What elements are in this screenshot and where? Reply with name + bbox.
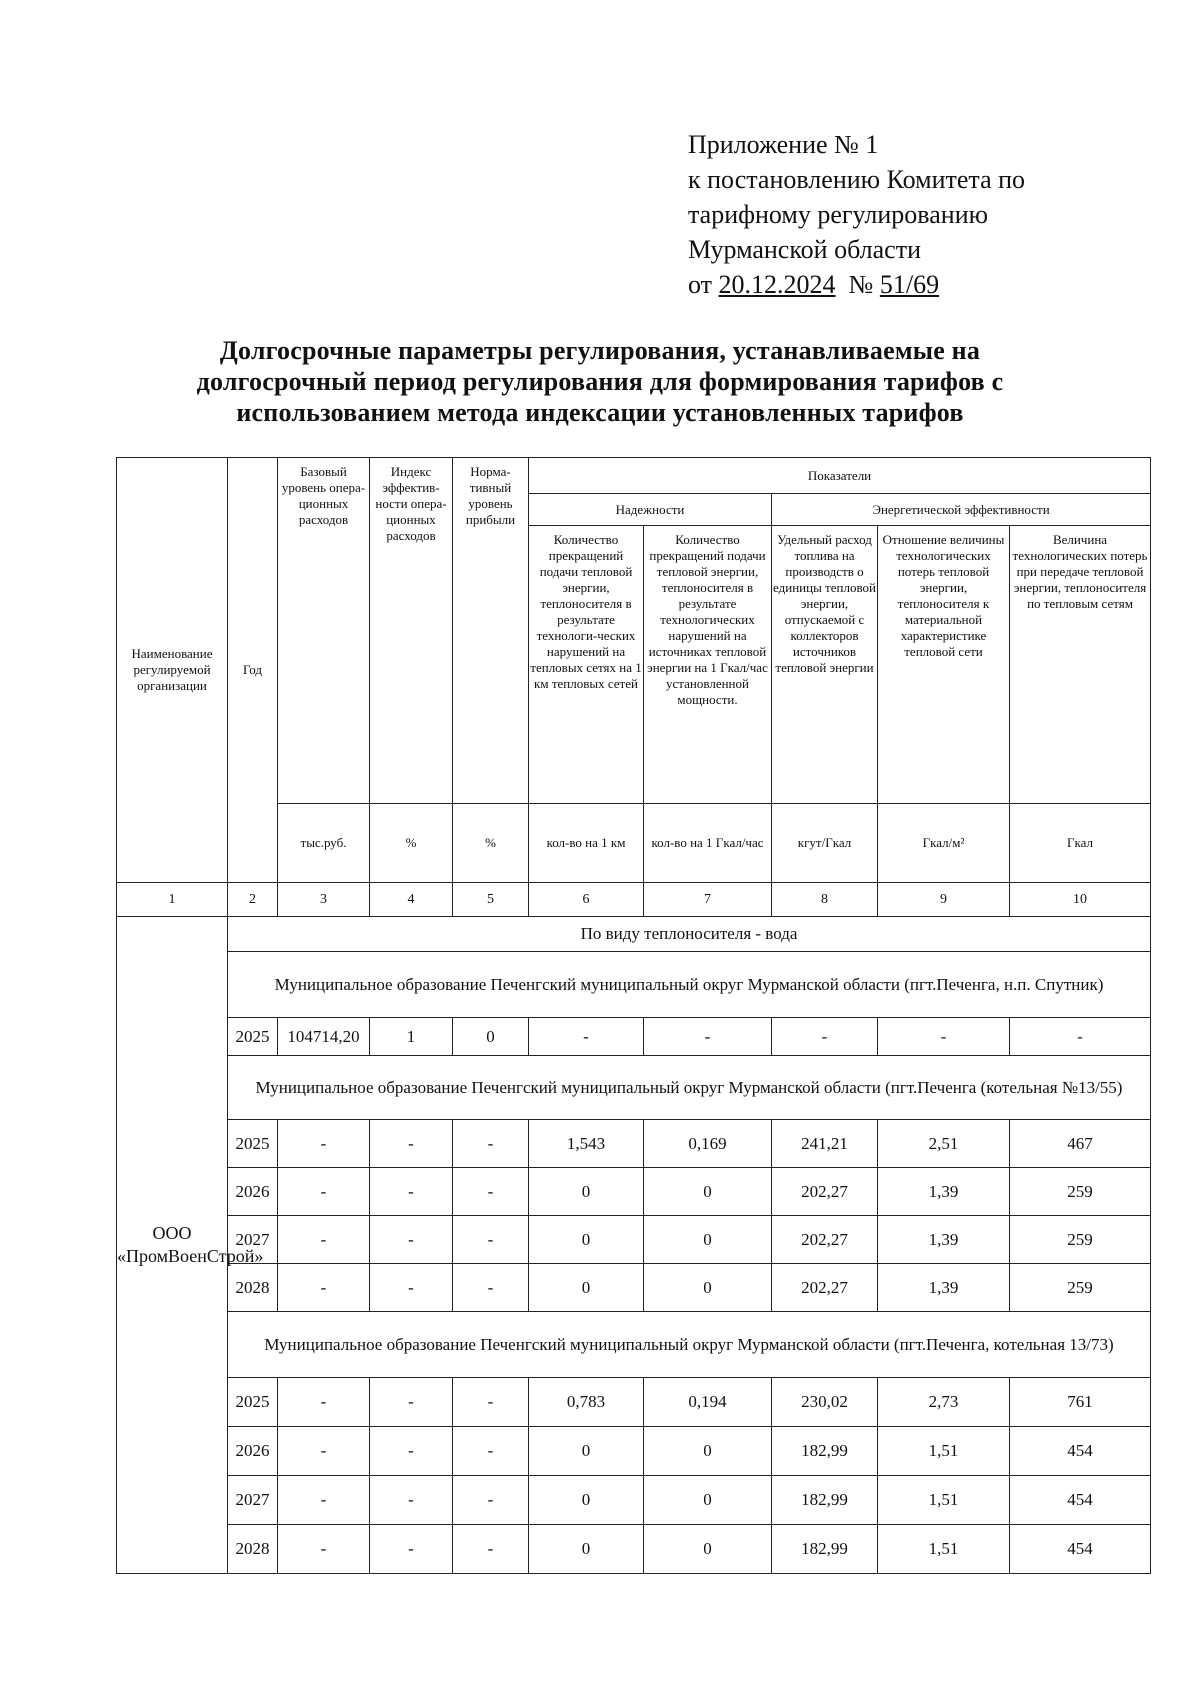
cell-efficiency-index: - (370, 1168, 453, 1216)
header-base-costs: Базовый уровень опера-ционных расходов (278, 458, 370, 804)
column-number: 1 (117, 883, 228, 917)
parameters-table (116, 457, 1151, 1574)
column-number: 8 (772, 883, 878, 917)
cell-col-8: - (772, 1018, 878, 1056)
cell-efficiency-index: - (370, 1427, 453, 1476)
cell-base-costs: - (278, 1216, 370, 1264)
cell-efficiency-index: - (370, 1264, 453, 1312)
header-indicators: Показатели (529, 458, 1151, 494)
cell-col-6: 1,543 (529, 1120, 644, 1168)
approval-line-2: к постановлению Комитета по (688, 165, 1026, 194)
cell-base-costs: - (278, 1427, 370, 1476)
cell-col-7: 0 (644, 1264, 772, 1312)
unit-base-costs: тыс.руб. (278, 804, 370, 883)
cell-base-costs: - (278, 1120, 370, 1168)
cell-year: 2025 (228, 1378, 278, 1427)
cell-efficiency-index: - (370, 1525, 453, 1574)
approval-block (688, 127, 1025, 302)
column-number: 2 (228, 883, 278, 917)
cell-profit: - (453, 1525, 529, 1574)
cell-profit: - (453, 1168, 529, 1216)
table-row (117, 1120, 1151, 1168)
table-row (117, 1378, 1151, 1427)
unit-col-6: кол-во на 1 км (529, 804, 644, 883)
column-number: 6 (529, 883, 644, 917)
unit-profit: % (453, 804, 529, 883)
approval-date-line (688, 267, 1025, 302)
header-year: Год (228, 458, 278, 883)
cell-efficiency-index: - (370, 1378, 453, 1427)
approval-line-4: Мурманской области (688, 235, 921, 264)
column-number-row (117, 883, 1151, 917)
cell-col-6: 0 (529, 1476, 644, 1525)
cell-profit: - (453, 1216, 529, 1264)
header-org: Наименование регулируемой организации (117, 458, 228, 883)
cell-col-10: 259 (1010, 1216, 1151, 1264)
cell-col-10: - (1010, 1018, 1151, 1056)
cell-col-10: 259 (1010, 1168, 1151, 1216)
document-title (150, 335, 1050, 428)
table-row (117, 1525, 1151, 1574)
header-col-7: Количество прекращений подачи тепловой энергии, теплоносителя в результате технологических нарушений на источниках тепловой энергии на 1 Гкал/час установленной мощности. (644, 526, 772, 804)
title-line-3: использованием метода индексации установленных тарифов (236, 398, 964, 427)
header-col-8: Удельный расход топлива на производств о единицы тепловой энергии, отпускаемой с коллекторов источников тепловой энергии (772, 526, 878, 804)
cell-year: 2025 (228, 1018, 278, 1056)
cell-col-8: 202,27 (772, 1216, 878, 1264)
cell-col-9: 2,51 (878, 1120, 1010, 1168)
cell-col-6: 0 (529, 1168, 644, 1216)
cell-col-8: 182,99 (772, 1476, 878, 1525)
column-number: 9 (878, 883, 1010, 917)
cell-col-7: 0 (644, 1525, 772, 1574)
cell-col-8: 202,27 (772, 1264, 878, 1312)
section-title: Муниципальное образование Печенгский муниципальный округ Мурманской области (пгт.Печенга, н.п. Спутник) (228, 952, 1151, 1018)
cell-year: 2027 (228, 1476, 278, 1525)
cell-col-9: 2,73 (878, 1378, 1010, 1427)
cell-col-7: 0 (644, 1427, 772, 1476)
cell-col-7: 0,194 (644, 1378, 772, 1427)
cell-col-9: - (878, 1018, 1010, 1056)
cell-profit: 0 (453, 1018, 529, 1056)
cell-col-9: 1,39 (878, 1168, 1010, 1216)
approval-line-3: тарифному регулированию (688, 200, 989, 229)
cell-col-9: 1,39 (878, 1216, 1010, 1264)
cell-year: 2026 (228, 1168, 278, 1216)
table-row (117, 1264, 1151, 1312)
cell-efficiency-index: 1 (370, 1018, 453, 1056)
title-line-2: долгосрочный период регулирования для формирования тарифов с (196, 367, 1004, 396)
cell-col-6: 0 (529, 1264, 644, 1312)
cell-col-8: 202,27 (772, 1168, 878, 1216)
table-row (117, 1427, 1151, 1476)
cell-col-6: 0 (529, 1525, 644, 1574)
unit-col-10: Гкал (1010, 804, 1151, 883)
table-row (117, 1018, 1151, 1056)
column-number: 4 (370, 883, 453, 917)
cell-year: 2028 (228, 1525, 278, 1574)
cell-col-8: 230,02 (772, 1378, 878, 1427)
heat-carrier-label: По виду теплоносителя - вода (228, 917, 1151, 952)
section-title: Муниципальное образование Печенгский муниципальный округ Мурманской области (пгт.Печенга, котельная 13/73) (228, 1312, 1151, 1378)
cell-col-7: - (644, 1018, 772, 1056)
cell-profit: - (453, 1120, 529, 1168)
cell-col-10: 454 (1010, 1476, 1151, 1525)
approval-number: 51/69 (879, 270, 940, 299)
cell-profit: - (453, 1264, 529, 1312)
cell-year: 2027 (228, 1216, 278, 1264)
cell-base-costs: - (278, 1476, 370, 1525)
cell-col-6: 0,783 (529, 1378, 644, 1427)
cell-efficiency-index: - (370, 1120, 453, 1168)
cell-base-costs: - (278, 1525, 370, 1574)
header-energy-efficiency: Энергетической эффективности (772, 494, 1151, 526)
approval-date: 20.12.2024 (718, 270, 836, 299)
section-title: Муниципальное образование Печенгский муниципальный округ Мурманской области (пгт.Печенга (котельная №13/55) (228, 1056, 1151, 1120)
unit-efficiency-index: % (370, 804, 453, 883)
cell-col-8: 241,21 (772, 1120, 878, 1168)
column-number: 3 (278, 883, 370, 917)
cell-col-9: 1,51 (878, 1476, 1010, 1525)
cell-col-6: 0 (529, 1216, 644, 1264)
cell-col-10: 454 (1010, 1525, 1151, 1574)
cell-year: 2028 (228, 1264, 278, 1312)
cell-col-6: - (529, 1018, 644, 1056)
cell-efficiency-index: - (370, 1216, 453, 1264)
cell-year: 2026 (228, 1427, 278, 1476)
cell-base-costs: - (278, 1264, 370, 1312)
cell-col-9: 1,51 (878, 1427, 1010, 1476)
unit-col-8: кгут/Гкал (772, 804, 878, 883)
cell-col-7: 0 (644, 1168, 772, 1216)
cell-profit: - (453, 1427, 529, 1476)
cell-year: 2025 (228, 1120, 278, 1168)
cell-col-9: 1,39 (878, 1264, 1010, 1312)
cell-base-costs: - (278, 1168, 370, 1216)
title-line-1: Долгосрочные параметры регулирования, устанавливаемые на (219, 336, 981, 365)
cell-profit: - (453, 1378, 529, 1427)
cell-col-10: 454 (1010, 1427, 1151, 1476)
cell-col-8: 182,99 (772, 1427, 878, 1476)
approval-number-prefix: № (848, 270, 880, 299)
cell-col-6: 0 (529, 1427, 644, 1476)
header-reliability: Надежности (529, 494, 772, 526)
approval-date-prefix: от (688, 270, 719, 299)
column-number: 5 (453, 883, 529, 917)
unit-col-9: Гкал/м² (878, 804, 1010, 883)
cell-col-8: 182,99 (772, 1525, 878, 1574)
header-col-9: Отношение величины технологических потерь тепловой энергии, теплоносителя к материальной характеристике тепловой сети (878, 526, 1010, 804)
table-row (117, 1476, 1151, 1525)
cell-col-7: 0 (644, 1476, 772, 1525)
column-number: 7 (644, 883, 772, 917)
table-row (117, 1168, 1151, 1216)
cell-base-costs: 104714,20 (278, 1018, 370, 1056)
cell-col-10: 761 (1010, 1378, 1151, 1427)
cell-col-7: 0 (644, 1216, 772, 1264)
cell-col-7: 0,169 (644, 1120, 772, 1168)
cell-col-10: 467 (1010, 1120, 1151, 1168)
column-number: 10 (1010, 883, 1151, 917)
cell-profit: - (453, 1476, 529, 1525)
approval-line-1: Приложение № 1 (688, 130, 879, 159)
header-col-10: Величина технологических потерь при передаче тепловой энергии, теплоносителя по тепловым сетям (1010, 526, 1151, 804)
header-col-6: Количество прекращений подачи тепловой энергии, теплоносителя в результате технологи-ческих нарушений на тепловых сетях на 1 км тепловых сетей (529, 526, 644, 804)
header-profit: Норма-тивный уровень прибыли (453, 458, 529, 804)
cell-efficiency-index: - (370, 1476, 453, 1525)
cell-col-9: 1,51 (878, 1525, 1010, 1574)
table-row (117, 1216, 1151, 1264)
cell-col-10: 259 (1010, 1264, 1151, 1312)
unit-col-7: кол-во на 1 Гкал/час (644, 804, 772, 883)
cell-base-costs: - (278, 1378, 370, 1427)
organization-name: ООО «ПромВоенСтрой» (117, 917, 228, 1574)
header-efficiency-index: Индекс эффектив-ности опера-ционных расходов (370, 458, 453, 804)
